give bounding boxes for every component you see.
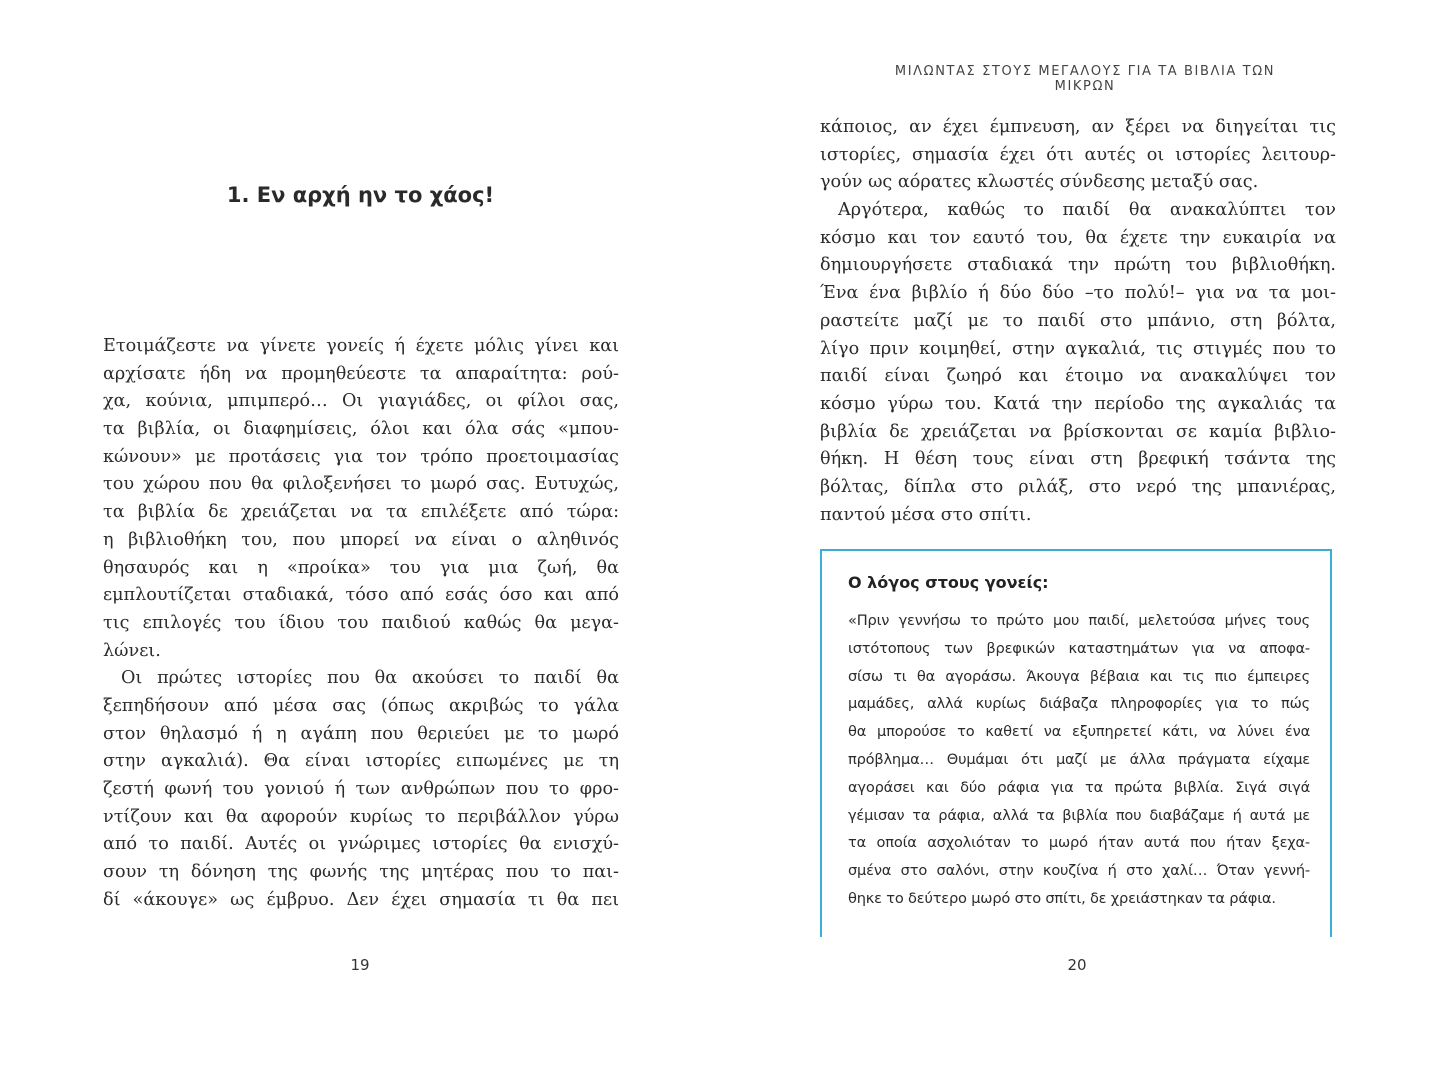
quote-box-title: Ο λόγος στους γονείς: bbox=[848, 573, 1049, 592]
parents-quote-box bbox=[820, 549, 1332, 937]
text-line: χα, κούνια, μπιμπερό… Οι γιαγιάδες, οι φίλοι σας, bbox=[103, 391, 619, 412]
quote-line: γέμισαν τα ράφια, αλλά τα βιβλία που διαβάζαμε ή αυτά με bbox=[848, 806, 1310, 824]
text-line: Ετοιμάζεστε να γίνετε γονείς ή έχετε μόλις γίνει και bbox=[103, 336, 619, 356]
text-line: θησαυρός και η «προίκα» του για μια ζωή, θα bbox=[103, 557, 619, 578]
quote-line: σίσω τι θα αγοράσω. Άκουγα βέβαια και τις πιο έμπειρες bbox=[848, 667, 1310, 685]
text-line: σουν τη δόνηση της φωνής της μητέρας που το παι- bbox=[103, 862, 619, 883]
quote-line: σμένα στο σαλόνι, στην κουζίνα ή στο χαλί… Όταν γεννή- bbox=[848, 862, 1310, 880]
quote-line: ιστότοπους των βρεφικών καταστημάτων για να αποφα- bbox=[848, 639, 1310, 657]
quote-line: μαμάδες, αλλά κυρίως διάβαζα πληροφορίες για το πώς bbox=[848, 695, 1310, 713]
text-line: δημιουργήσετε σταδιακά την πρώτη του βιβλιοθήκη. bbox=[820, 255, 1336, 276]
text-line: τα βιβλία, οι διαφημίσεις, όλοι και όλα σάς «μπου- bbox=[103, 419, 619, 440]
text-line: παντού μέσα στο σπίτι. bbox=[820, 504, 1032, 525]
text-line: παιδί είναι ζωηρό και έτοιμο να ανακαλύψει τον bbox=[820, 366, 1336, 387]
text-line: η βιβλιοθήκη του, που μπορεί να είναι ο αληθινός bbox=[103, 529, 619, 550]
page-number: 19 bbox=[350, 956, 370, 974]
text-line: βιβλία δε χρειάζεται να βρίσκονται σε καμία βιβλιο- bbox=[820, 421, 1336, 442]
quote-line: θα μπορούσε το καθετί να εξυπηρετεί κάτι, να λύνει ένα bbox=[848, 723, 1310, 741]
running-head: ΜΙΛΩΝΤΑΣ ΣΤΟΥΣ ΜΕΓΑΛΟΥΣ ΓΙΑ ΤΑ ΒΙΒΛΙΑ ΤΩΝ ΜΙΚΡΩΝ bbox=[894, 64, 1276, 94]
text-line: στην αγκαλιά). Θα είναι ιστορίες ειπωμένες με τη bbox=[103, 751, 619, 772]
left-body-text bbox=[103, 333, 619, 914]
text-line: Οι πρώτες ιστορίες που θα ακούσει το παιδί θα bbox=[121, 668, 619, 689]
text-line: στον θηλασμό ή η αγάπη που θεριεύει με το μωρό bbox=[103, 723, 619, 744]
quote-text bbox=[848, 607, 1310, 913]
text-line: δί «άκουγε» ως έμβρυο. Δεν έχει σημασία τι θα πει bbox=[103, 889, 619, 910]
text-line: εμπλουτίζεται σταδιακά, τόσο από εσάς όσο και από bbox=[103, 585, 619, 606]
quote-line: αγοράσει και δύο ράφια για τα πρώτα βιβλία. Σιγά σιγά bbox=[848, 778, 1310, 796]
text-line: κόσμο και τον εαυτό του, θα έχετε την ευκαιρία να bbox=[820, 227, 1336, 248]
text-line: κόσμο γύρω του. Κατά την περίοδο της αγκαλιάς τα bbox=[820, 393, 1336, 414]
quote-line: πρόβλημα… Θυμάμαι ότι μαζί με άλλα πράγματα είχαμε bbox=[848, 750, 1310, 768]
text-line: ζεστή φωνή του γονιού ή των ανθρώπων που το φρο- bbox=[103, 779, 619, 799]
text-line: κάποιος, αν έχει έμπνευση, αν ξέρει να διηγείται τις bbox=[820, 117, 1336, 137]
quote-line: τα οποία ασχολιόταν το μωρό ήταν αυτά που ήταν ξεχα- bbox=[848, 834, 1310, 852]
text-line: Ένα ένα βιβλίο ή δύο δύο –το πολύ!– για να τα μοι- bbox=[820, 283, 1336, 304]
text-line: Αργότερα, καθώς το παιδί θα ανακαλύπτει τον bbox=[838, 200, 1336, 221]
text-line: ραστείτε μαζί με το παιδί στο μπάνιο, στη βόλτα, bbox=[820, 310, 1336, 331]
text-line: λώνει. bbox=[103, 640, 161, 661]
text-line: από το παιδί. Αυτές οι γνώριμες ιστορίες θα ενισχύ- bbox=[103, 834, 619, 855]
text-line: λίγο πριν κοιμηθεί, στην αγκαλιά, τις στιγμές που το bbox=[820, 338, 1336, 359]
text-line: του χώρου που θα φιλοξενήσει το μωρό σας. Ευτυχώς, bbox=[103, 474, 619, 495]
page-number: 20 bbox=[1067, 956, 1087, 974]
text-line: αρχίσατε ήδη να προμηθεύεστε τα απαραίτητα: ρού- bbox=[103, 363, 619, 384]
text-line: τις επιλογές του ίδιου του παιδιού καθώς θα μεγα- bbox=[103, 612, 619, 633]
text-line: ξεπηδήσουν από μέσα σας (όπως ακριβώς το γάλα bbox=[103, 695, 619, 716]
quote-line: θηκε το δεύτερο μωρό στο σπίτι, δε χρειάστηκαν τα ράφια. bbox=[848, 889, 1276, 907]
text-line: βόλτας, δίπλα στο ριλάξ, στο νερό της μπανιέρας, bbox=[820, 476, 1336, 497]
text-line: θήκη. Η θέση τους είναι στη βρεφική τσάντα της bbox=[820, 449, 1336, 470]
right-page bbox=[720, 0, 1439, 1080]
quote-line: «Πριν γεννήσω το πρώτο μου παιδί, μελετούσα μήνες τους bbox=[848, 612, 1310, 629]
text-line: κώνουν» με προτάσεις για τον τρόπο προετοιμασίας bbox=[103, 446, 619, 467]
chapter-title: 1. Εν αρχή ην το χάος! bbox=[226, 183, 495, 207]
text-line: τα βιβλία δε χρειάζεται να τα επιλέξετε από τώρα: bbox=[103, 502, 619, 523]
text-line: ιστορίες, σημασία έχει ότι αυτές οι ιστορίες λειτουρ- bbox=[820, 144, 1336, 165]
text-line: γούν ως αόρατες κλωστές σύνδεσης μεταξύ σας. bbox=[820, 172, 1259, 193]
text-line: ντίζουν και θα αφορούν κυρίως το περιβάλλον γύρω bbox=[103, 806, 619, 827]
right-body-text bbox=[820, 114, 1336, 529]
